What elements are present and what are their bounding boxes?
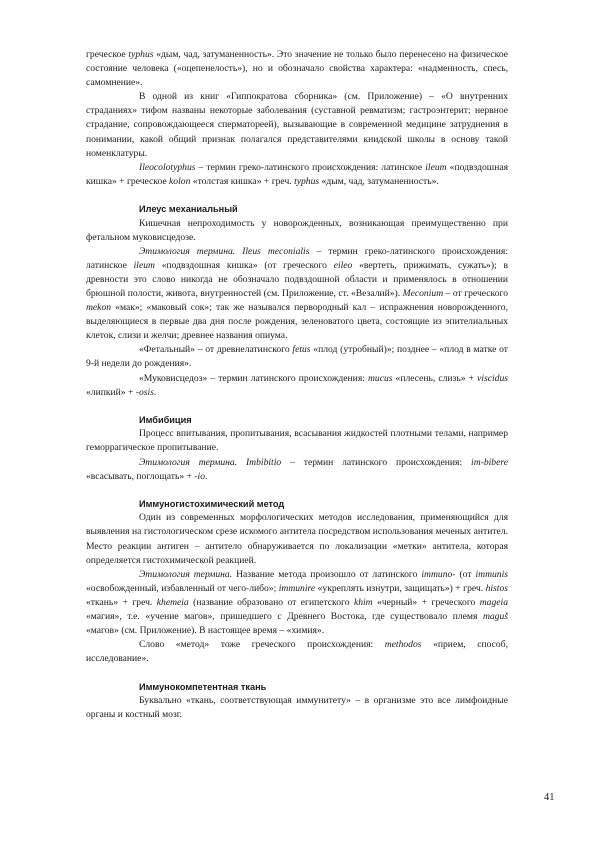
text-run: . bbox=[205, 470, 208, 482]
text-run: Кишечная непроходимость у новорожденных, возникающая преимущественно при фетальном муковисцедозе. bbox=[86, 217, 508, 243]
italic-term: Этимология термина. Ileus meconialis bbox=[139, 245, 310, 257]
text-run: – термин латинского происхождения: bbox=[281, 456, 472, 468]
paragraph bbox=[86, 343, 508, 371]
text-run: Один из современных морфологических методов исследования, применяющийся для выявления на гистологическом срезе искомого антитела посредством использования меченых антител. Место реакции антиген – антитело обнаруживается по локализации «метки» антитела, которая определяется гистохимической реакцией. bbox=[86, 512, 508, 566]
italic-term: immunire bbox=[278, 582, 316, 594]
paragraph bbox=[86, 694, 508, 722]
italic-term: kolon bbox=[169, 175, 191, 187]
paragraph bbox=[86, 568, 508, 638]
paragraph bbox=[86, 90, 508, 160]
italic-term: viscidus bbox=[477, 372, 508, 384]
text-run: «прием, способ, исследование». bbox=[86, 639, 508, 665]
text-run: «мак»; «маковый сок»; так же назывался первородный кал – испражнения новорожденного, выделяющиеся в первые два дня после рождения, зеленоватого цвета, состоящие из эпителиальных клеток, слизи и желчи; древнее названия опиума. bbox=[86, 302, 508, 342]
section-heading bbox=[86, 413, 508, 427]
italic-term: -io bbox=[194, 470, 205, 482]
section-heading bbox=[86, 680, 508, 694]
text-run: Иммуногистохимический метод bbox=[139, 499, 285, 510]
italic-term: Meconium bbox=[402, 288, 444, 299]
paragraph bbox=[86, 372, 508, 400]
text-run: «подвздошная кишка» (от греческого bbox=[154, 259, 334, 271]
italic-term: mucus bbox=[367, 372, 393, 384]
text-run: – термин греко-латинского происхождения: латинское bbox=[195, 161, 426, 173]
page-content bbox=[86, 48, 508, 722]
italic-term: Ileocolotyphus bbox=[139, 161, 196, 173]
text-run: Слово «метод» тоже греческого происхождения: bbox=[139, 639, 385, 651]
text-run: Буквально «ткань, соответствующая иммунитету» – в организме это все лимфоидные органы и костный мозг. bbox=[86, 694, 508, 721]
italic-term: khim bbox=[353, 596, 373, 608]
paragraph bbox=[86, 427, 508, 455]
italic-term: Этимология термина. Imbibitio bbox=[139, 456, 282, 468]
section-heading bbox=[86, 497, 508, 511]
italic-term: ileum bbox=[133, 259, 155, 271]
text-run: «черный» + греческого bbox=[372, 596, 480, 608]
text-run: «ткань» + греч. bbox=[86, 596, 157, 608]
italic-term: mekon bbox=[86, 302, 112, 314]
text-run: В одной из книг «Гиппократова сборника» (см. Приложение) – «О внутренних страданиях» тифом названы некоторые заболевания (суставной ревматизм; гастроэнтерит; нервное страдание, сопровождающееся сперматореей), вызывающие в современной медицине затруднения в понимании, какой общий признак полагался представителями книдской школы в основу такой номенклатуры. bbox=[86, 91, 508, 159]
italic-term: immuno- bbox=[421, 568, 456, 580]
italic-term: im-bibere bbox=[471, 456, 508, 468]
text-run: «освобожденный, избавленный от чего-либо»; bbox=[86, 582, 279, 594]
text-run: – от греческого bbox=[443, 288, 508, 299]
section-heading bbox=[86, 202, 508, 216]
page-number: 41 bbox=[544, 792, 555, 803]
text-run: «плесень, слизь» + bbox=[392, 372, 478, 384]
text-run: Иммунокомпетентная ткань bbox=[139, 681, 267, 692]
text-run: Название метода произошло от латинского bbox=[232, 568, 422, 580]
text-run: греческое bbox=[86, 49, 129, 60]
italic-term: fetus bbox=[292, 344, 311, 356]
text-run: «толстая кишка» + греч. bbox=[190, 175, 295, 187]
italic-term: typhus bbox=[128, 49, 154, 60]
italic-term: typhus bbox=[294, 175, 320, 187]
italic-term: -osis bbox=[135, 386, 154, 398]
text-run: . bbox=[153, 386, 157, 398]
text-run: «липкий» + bbox=[86, 386, 136, 398]
paragraph bbox=[86, 456, 508, 484]
text-run: «укреплять изнутри, защищать») + греч. bbox=[315, 582, 486, 594]
text-run: Имбибиция bbox=[139, 415, 192, 426]
italic-term: eileo bbox=[333, 259, 353, 271]
paragraph bbox=[86, 638, 508, 666]
text-run: «дым, чад, затуманенность». bbox=[319, 175, 439, 187]
text-run: (от bbox=[455, 568, 476, 580]
text-run: «Фетальный» – от древнелатинского bbox=[139, 344, 293, 356]
italic-term: ileum bbox=[425, 161, 447, 173]
text-run: Процесс впитывания, пропитывания, всасывания жидкостей плотными телами, например геморрагическое пропитывание. bbox=[86, 428, 508, 454]
text-run: «магия», т.е. «учение магов», пришедшего с Древнего Востока, где существовало племя bbox=[86, 610, 483, 622]
italic-term: immunis bbox=[475, 568, 508, 580]
text-run: «дым, чад, затуманенность». Это значение не только было перенесено на физическое состояние человека («оцепенелость»), но и обозначало свойства характера: «надменность, спесь, самомнение». bbox=[86, 49, 509, 89]
text-run: «Муковисцедоз» – термин латинского происхождения: bbox=[139, 372, 368, 384]
paragraph bbox=[86, 217, 508, 245]
paragraph bbox=[86, 511, 508, 567]
paragraph bbox=[86, 48, 508, 90]
text-run: (название образовано от египетского bbox=[188, 596, 354, 608]
text-run: «вертеть, прижимать, сужать»); в древности это слово никогда не обозначало подвздошной области и применялось в отношении брюшной полости, живота, внутренностей (см. Приложение, ст. «Везалий»). bbox=[86, 259, 509, 299]
italic-term: mageia bbox=[479, 596, 508, 608]
text-run: «магов» (см. Приложение). В настоящее время – «химия». bbox=[86, 625, 325, 637]
italic-term: khemeia bbox=[156, 596, 189, 608]
text-run: – термин греко-латинского происхождения: латинское bbox=[86, 245, 508, 271]
italic-term: Этимология термина. bbox=[139, 568, 233, 580]
italic-term: histos bbox=[485, 582, 508, 594]
text-run: Илеус механиальный bbox=[139, 204, 238, 215]
paragraph bbox=[86, 245, 508, 344]
italic-term: methodos bbox=[384, 639, 422, 651]
text-run: «подвздошная кишка» + греческое bbox=[86, 161, 508, 187]
text-run: «плод (утробный)»; позднее – «плод в матке от 9-й недели до рождения». bbox=[86, 344, 508, 370]
italic-term: maguš bbox=[482, 610, 508, 622]
paragraph bbox=[86, 161, 508, 189]
text-run: «всасывать, поглощать» + bbox=[86, 470, 195, 482]
